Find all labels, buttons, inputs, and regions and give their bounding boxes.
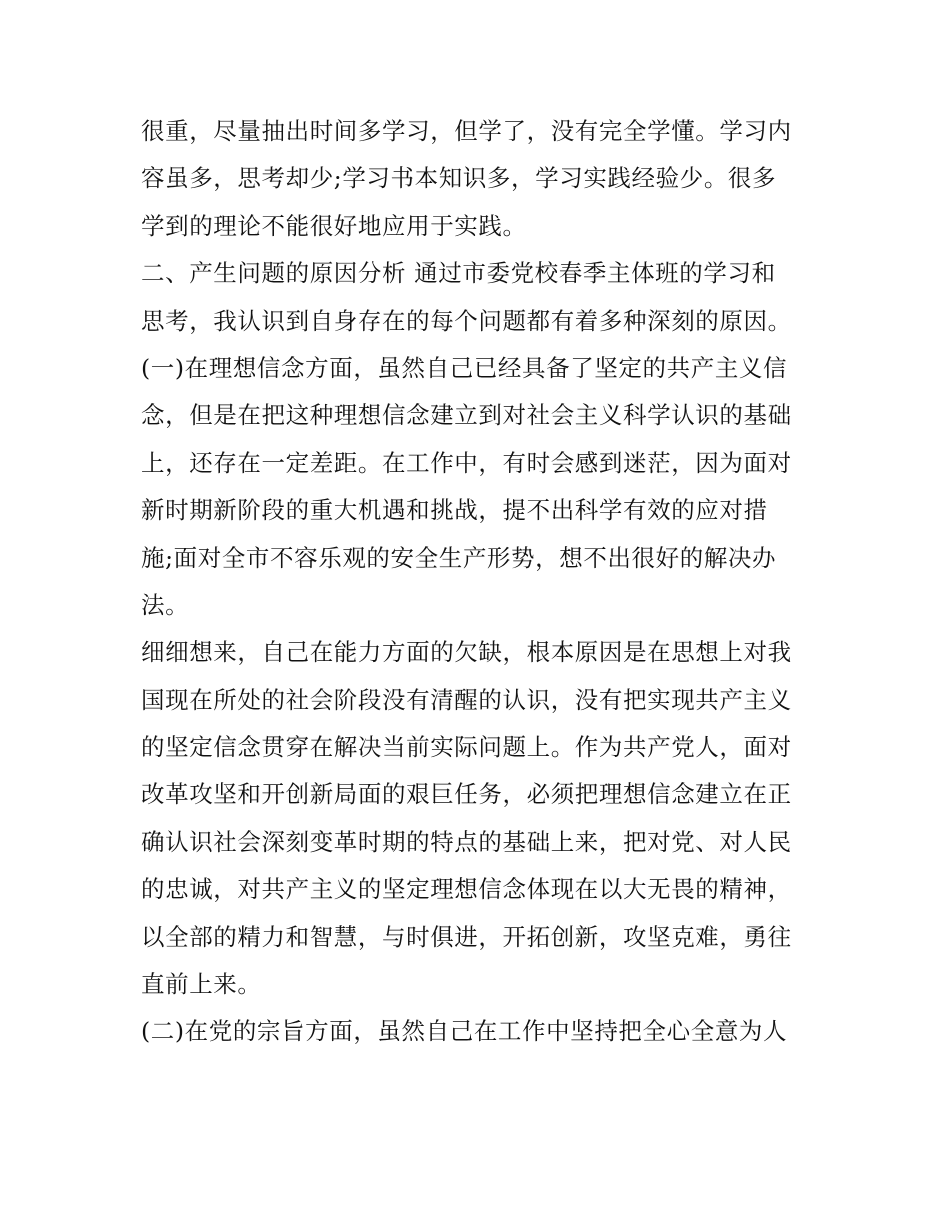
text-line-9: 新时期新阶段的重大机遇和挑战，提不出科学有效的应对措 xyxy=(141,496,768,525)
text-line-15: 改革攻坚和开创新局面的艰巨任务，必须把理想信念建立在正 xyxy=(141,780,792,809)
subsection-1-line: (一)在理想信念方面，虽然自己已经具备了坚定的共产主义信 xyxy=(141,353,788,382)
text-line-17: 的忠诚，对共产主义的坚定理想信念体现在以大无畏的精神， xyxy=(141,875,792,904)
text-line-12: 细细想来，自己在能力方面的欠缺，根本原因是在思想上对我 xyxy=(141,638,792,667)
subsection-2-line: (二)在党的宗旨方面，虽然自己在工作中坚持把全心全意为人 xyxy=(141,1017,788,1046)
text-line-14: 的坚定信念贯穿在解决当前实际问题上。作为共产党人，面对 xyxy=(141,733,792,762)
text-line-13: 国现在所处的社会阶段没有清醒的认识，没有把实现共产主义 xyxy=(141,685,792,714)
text-line-19: 直前上来。 xyxy=(141,970,262,999)
text-line-7: 念，但是在把这种理想信念建立到对社会主义科学认识的基础 xyxy=(141,401,792,430)
text-line-16: 确认识社会深刻变革时期的特点的基础上来，把对党、对人民 xyxy=(141,827,792,856)
text-line-1: 很重，尽量抽出时间多学习，但学了，没有完全学懂。学习内 xyxy=(141,117,792,145)
text-line-8: 上，还存在一定差距。在工作中，有时会感到迷茫，因为面对 xyxy=(141,448,792,477)
text-line-5: 思考，我认识到自身存在的每个问题都有着多种深刻的原因。 xyxy=(141,306,792,335)
text-line-11: 法。 xyxy=(141,590,190,619)
text-line-10: 施;面对全市不容乐观的安全生产形势，想不出很好的解决办 xyxy=(141,543,777,572)
section-heading-line: 二、产生问题的原因分析 通过市委党校春季主体班的学习和 xyxy=(141,259,776,288)
document-body xyxy=(141,108,816,1056)
text-line-2: 容虽多，思考却少;学习书本知识多，学习实践经验少。很多 xyxy=(141,164,777,193)
text-line-18: 以全部的精力和智慧，与时俱进，开拓创新，攻坚克难，勇往 xyxy=(141,922,792,951)
text-line-3: 学到的理论不能很好地应用于实践。 xyxy=(141,211,527,240)
